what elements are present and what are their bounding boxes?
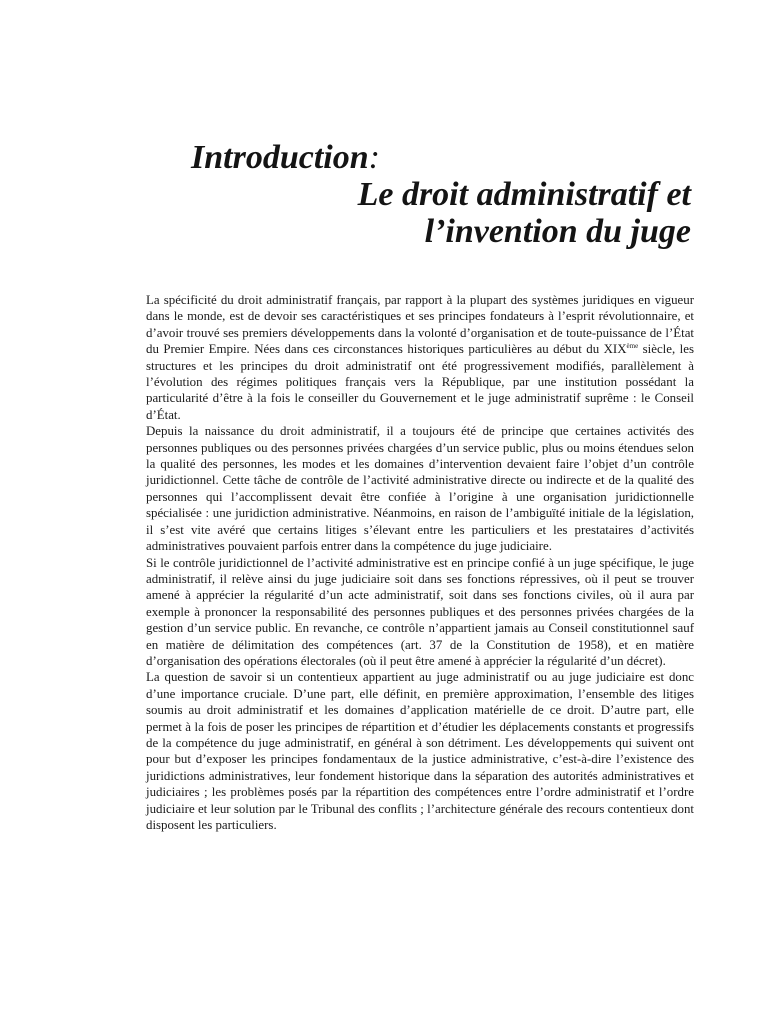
paragraph-1 xyxy=(146,292,694,423)
title-line-invention-du-juge: l’invention du juge xyxy=(424,213,691,250)
century-superscript: ème xyxy=(626,342,639,351)
paragraph-4: La question de savoir si un contentieux appartient au juge administratif ou au juge judiciaire est donc d’une importance cruciale. D’une part, elle définit, en première approximation, l’ensemble des litiges soumis au droit administratif et les domaines d’application matérielle de ce droit. D’autre part, elle permet à la fois de poser les principes de répartition et d’étudier les déplacements constants et progressifs de la compétence du juge administratif, en général à son détriment. Les développements qui suivent ont pour but d’exposer les principes fondamentaux de la justice administrative, c’est-à-dire l’existence des juridictions administratives, leur fondement historique dans la séparation des autorités administratives et judiciaires ; les problèmes posés par la répartition des compétences entre l’ordre administratif et l’ordre judiciaire et leur solution par le Tribunal des conflits ; l’architecture générale des recours contentieux dont disposent les particuliers. xyxy=(146,670,694,832)
chapter-title xyxy=(0,0,768,260)
title-line1-colon: : xyxy=(368,139,380,176)
paragraph-1-text-b: siècle, les structures et les principes du droit administratif ont été progressivement modifiés, parallèlement à l’évolution des régimes politiques français vers la République, par une institution possédant la particularité d’être à la fois le conseiller du Gouvernement et le juge administratif suprême : le Conseil d’État. xyxy=(146,342,694,422)
title-line-introduction xyxy=(191,138,380,178)
paragraph-2: Depuis la naissance du droit administratif, il a toujours été de principe que certaines activités des personnes publiques ou des personnes privées chargées d’un service public, plus ou moins étendues selon la qualité des personnes, les modes et les domaines d’intervention devaient faire l’objet d’un contrôle juridictionnel. Cette tâche de contrôle de l’activité administrative directe ou indirecte et de la qualité des personnes qui l’accomplissent devait être confiée à l’origine à une organisation juridictionnelle spécialisée : une juridiction administrative. Néanmoins, en raison de l’ambiguïté initiale de la législation, il s’est vite avéré que certains litiges s’élevant entre les particuliers et les prestataires d’activités administratives pouvaient parfois entrer dans la compétence du juge judiciaire. xyxy=(146,424,694,554)
paragraph-1-text-a: La spécificité du droit administratif français, par rapport à la plupart des systèmes juridiques en vigueur dans le monde, est de devoir ses caractéristiques et ses principes fondateurs à l’esprit révolutionnaire, et d’avoir trouvé ses premiers développements dans la volonté d’organisation et de toute-puissance de l’État du Premier Empire. Nées dans ces circonstances historiques particulières au début du XIX xyxy=(146,293,694,357)
body-text xyxy=(146,292,694,833)
title-line1-text: Introduction xyxy=(191,139,369,176)
title-line-droit-administratif: Le droit administratif et xyxy=(357,176,691,213)
paragraph-3: Si le contrôle juridictionnel de l’activité administrative est en principe confié à un juge spécifique, le juge administratif, il relève ainsi du juge judiciaire soit dans ses fonctions répressives, où il peut se trouver amené à apprécier la régularité d’un acte administratif, soit dans ses fonctions civiles, où il aura par exemple à prononcer la responsabilité des personnes publiques et des personnes privées chargées de la gestion d’un service public. En revanche, ce contrôle n’appartient jamais au Conseil constitutionnel sauf en matière de délimitation des compétences (art. 37 de la Constitution de 1958), et en matière d’organisation des opérations électorales (où il peut être amené à apprécier la régularité d’un décret). xyxy=(146,555,694,668)
